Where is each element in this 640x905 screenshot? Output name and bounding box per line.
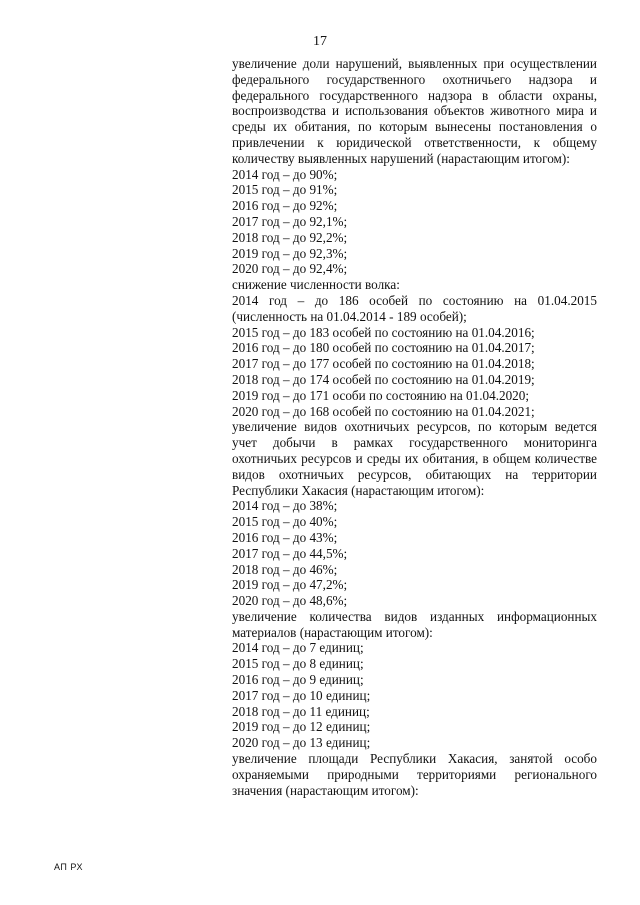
indicator-value: 2020 год – до 92,4%; [232,261,348,277]
indicator-value: 2017 год – до 10 единиц; [232,687,371,703]
indicator-value: 2018 год – до 92,2%; [232,229,348,245]
indicator-value: 2015 год – до 183 особей по состоянию на 01.04.2016; [232,324,535,340]
indicator-value: 2015 год – до 40%; [232,514,338,530]
indicator-heading: снижение численности волка: [232,277,400,293]
indicator-section [232,277,597,419]
indicator-value: 2017 год – до 44,5%; [232,545,348,561]
indicator-value: 2018 год – до 11 единиц; [232,703,370,719]
document-body [232,56,597,798]
indicator-value: 2019 год – до 171 особи по состоянию на 01.04.2020; [232,387,530,403]
indicator-value: 2019 год – до 12 единиц; [232,719,371,735]
indicator-value: 2015 год – до 91%; [232,182,338,198]
indicator-value: 2014 год – до 90%; [232,166,338,182]
indicator-value: 2014 год – до 38%; [232,498,338,514]
indicator-value: 2014 год – до 186 особей по состоянию на 01.04.2015 (численность на 01.04.2014 - 189 особей); [232,292,597,324]
indicator-value: 2017 год – до 177 особей по состоянию на 01.04.2018; [232,356,535,372]
indicator-value: 2020 год – до 13 единиц; [232,735,371,751]
indicator-section [232,751,597,798]
indicator-value: 2017 год – до 92,1%; [232,213,348,229]
indicator-value: 2019 год – до 47,2%; [232,577,348,593]
indicator-value: 2016 год – до 92%; [232,198,338,214]
indicator-heading: увеличение видов охотничьих ресурсов, по которым ведется учет добычи в рамках государственного мониторинга охотничьих ресурсов и среды их обитания, в общем количестве видов охотничьих ресурсов, обитающих на территории Республики Хакасия (нарастающим итогом): [232,419,597,498]
indicator-section [232,609,597,751]
indicator-value: 2018 год – до 46%; [232,561,338,577]
footer-mark: АП РХ [54,862,83,872]
indicator-value: 2014 год – до 7 единиц; [232,640,364,656]
indicator-value: 2015 год – до 8 единиц; [232,656,364,672]
indicator-value: 2019 год – до 92,3%; [232,245,348,261]
indicator-heading: увеличение количества видов изданных информационных материалов (нарастающим итогом): [232,608,597,640]
indicator-value: 2016 год – до 9 единиц; [232,672,364,688]
indicator-section [232,56,597,277]
indicator-value: 2018 год – до 174 особей по состоянию на 01.04.2019; [232,371,535,387]
indicator-value: 2020 год – до 168 особей по состоянию на 01.04.2021; [232,403,535,419]
indicator-value: 2020 год – до 48,6%; [232,593,348,609]
indicator-value: 2016 год – до 180 особей по состоянию на 01.04.2017; [232,340,535,356]
page-number: 17 [313,34,327,49]
indicator-section [232,419,597,609]
indicator-heading: увеличение доли нарушений, выявленных при осуществлении федерального государственного охотничьего надзора и федерального государственного надзора в области охраны, воспроизводства и использования объектов животного мира и среды их обитания, по которым вынесены постановления о привлечении к юридической ответственности, к общему количеству выявленных нарушений (нарастающим итогом): [232,56,597,166]
indicator-value: 2016 год – до 43%; [232,529,338,545]
indicator-heading: увеличение площади Республики Хакасия, занятой особо охраняемыми природными территориями регионального значения (нарастающим итогом): [232,751,597,798]
